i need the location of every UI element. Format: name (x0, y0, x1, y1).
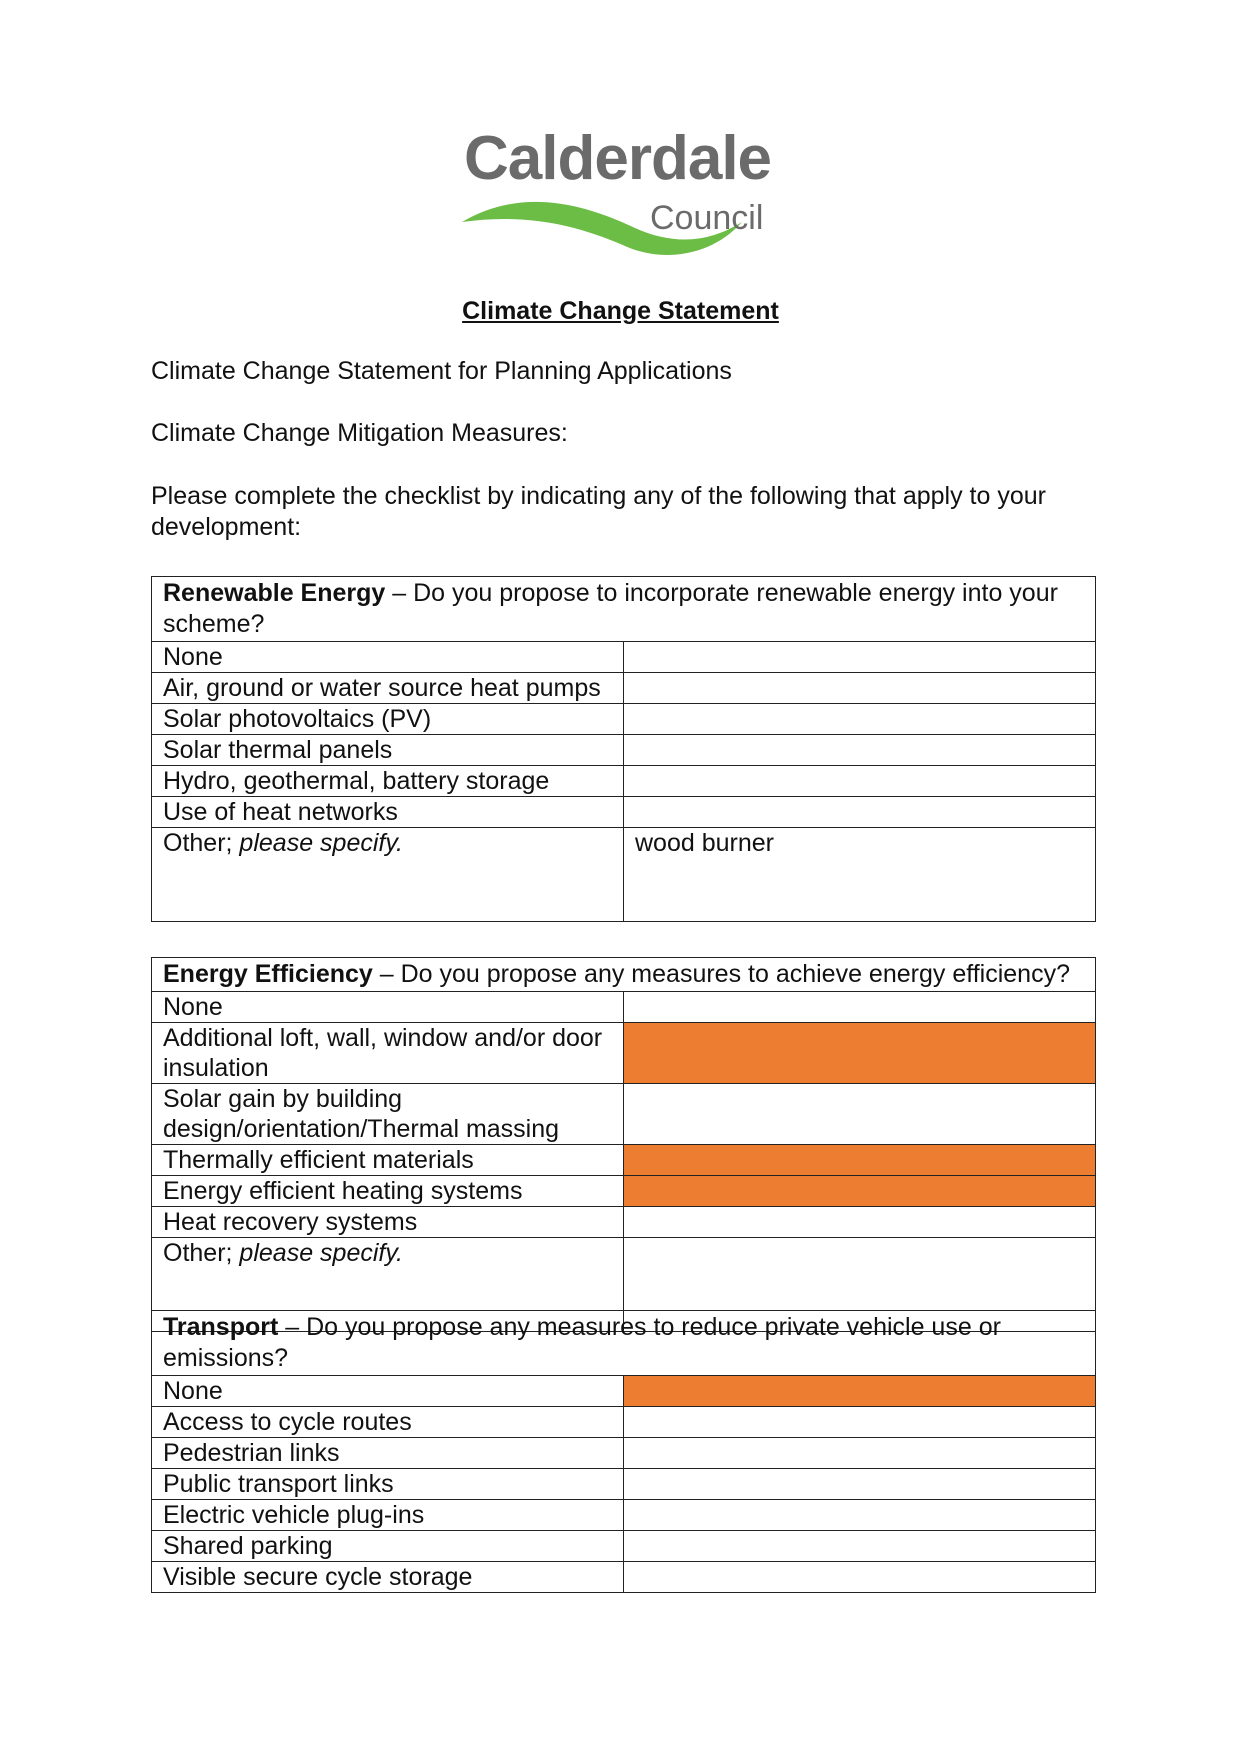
checklist-item-label: Solar thermal panels (152, 735, 624, 766)
checklist-item-label: Public transport links (152, 1469, 624, 1500)
checklist-row (152, 1562, 1096, 1593)
checklist-row (152, 1469, 1096, 1500)
checklist-row (152, 642, 1096, 673)
checklist-item-label: Solar photovoltaics (PV) (152, 704, 624, 735)
checklist-item-label: Use of heat networks (152, 797, 624, 828)
checklist-row (152, 673, 1096, 704)
checklist-row (152, 766, 1096, 797)
checklist-row (152, 1176, 1096, 1207)
checklist-tick-cell[interactable] (624, 1207, 1096, 1238)
calderdale-council-logo (464, 124, 774, 264)
energy-efficiency-table (151, 957, 1096, 1332)
checklist-tick-cell[interactable] (624, 673, 1096, 704)
checklist-item-label: Visible secure cycle storage (152, 1562, 624, 1593)
checklist-item-label: Hydro, geothermal, battery storage (152, 766, 624, 797)
checklist-tick-cell[interactable] (624, 1407, 1096, 1438)
checklist-tick-cell[interactable] (624, 797, 1096, 828)
checklist-row (152, 1500, 1096, 1531)
checklist-row (152, 1438, 1096, 1469)
renewable-other-input[interactable]: wood burner (624, 828, 1096, 922)
checklist-item-label: Solar gain by building design/orientation/Thermal massing (152, 1084, 624, 1145)
checklist-item-label: Additional loft, wall, window and/or door insulation (152, 1023, 624, 1084)
checklist-tick-cell[interactable] (624, 704, 1096, 735)
checklist-tick-cell[interactable] (624, 1562, 1096, 1593)
checklist-item-label: Air, ground or water source heat pumps (152, 673, 624, 704)
checklist-tick-cell[interactable] (624, 1500, 1096, 1531)
checklist-row (152, 1376, 1096, 1407)
checklist-row (152, 704, 1096, 735)
checklist-row (152, 1023, 1096, 1084)
section-label: Climate Change Mitigation Measures: (151, 419, 568, 447)
checklist-item-label: Thermally efficient materials (152, 1145, 624, 1176)
checklist-tick-cell[interactable] (624, 766, 1096, 797)
checklist-item-label: Energy efficient heating systems (152, 1176, 624, 1207)
checklist-tick-cell[interactable] (624, 1469, 1096, 1500)
checklist-tick-cell[interactable] (624, 735, 1096, 766)
renewable-other-label: Other; please specify. (152, 828, 624, 922)
checklist-item-label: Shared parking (152, 1531, 624, 1562)
checklist-tick-cell[interactable] (624, 1376, 1096, 1407)
energy-efficiency-heading: Energy Efficiency – Do you propose any measures to achieve energy efficiency? (152, 958, 1096, 992)
instruction-text: Please complete the checklist by indicating any of the following that apply to your development: (151, 482, 1046, 541)
renewable-energy-heading: Renewable Energy – Do you propose to incorporate renewable energy into your scheme? (152, 577, 1096, 642)
logo-council-text: Council (650, 199, 764, 237)
checklist-item-label: Access to cycle routes (152, 1407, 624, 1438)
checklist-tick-cell[interactable] (624, 992, 1096, 1023)
checklist-item-label: Electric vehicle plug-ins (152, 1500, 624, 1531)
checklist-tick-cell[interactable] (624, 1438, 1096, 1469)
checklist-item-label: None (152, 1376, 624, 1407)
checklist-row (152, 1531, 1096, 1562)
checklist-row (152, 1407, 1096, 1438)
checklist-tick-cell[interactable] (624, 1145, 1096, 1176)
checklist-row (152, 1084, 1096, 1145)
checklist-tick-cell[interactable] (624, 1023, 1096, 1084)
checklist-item-label: Heat recovery systems (152, 1207, 624, 1238)
transport-heading: Transport – Do you propose any measures to reduce private vehicle use or emissions? (152, 1311, 1096, 1376)
transport-table (151, 1310, 1096, 1593)
checklist-row (152, 797, 1096, 828)
checklist-row (152, 992, 1096, 1023)
checklist-item-label: None (152, 992, 624, 1023)
checklist-tick-cell[interactable] (624, 1084, 1096, 1145)
subtitle: Climate Change Statement for Planning Applications (151, 357, 732, 385)
checklist-tick-cell[interactable] (624, 642, 1096, 673)
checklist-item-label: None (152, 642, 624, 673)
checklist-item-label: Pedestrian links (152, 1438, 624, 1469)
logo-wordmark: Calderdale (464, 124, 772, 193)
renewable-energy-table (151, 576, 1096, 922)
checklist-row (152, 735, 1096, 766)
checklist-tick-cell[interactable] (624, 1176, 1096, 1207)
checklist-row (152, 1145, 1096, 1176)
checklist-tick-cell[interactable] (624, 1531, 1096, 1562)
page-title: Climate Change Statement (462, 297, 779, 325)
checklist-row (152, 1207, 1096, 1238)
efficiency-other-label: Other; please specify. (152, 1238, 624, 1332)
